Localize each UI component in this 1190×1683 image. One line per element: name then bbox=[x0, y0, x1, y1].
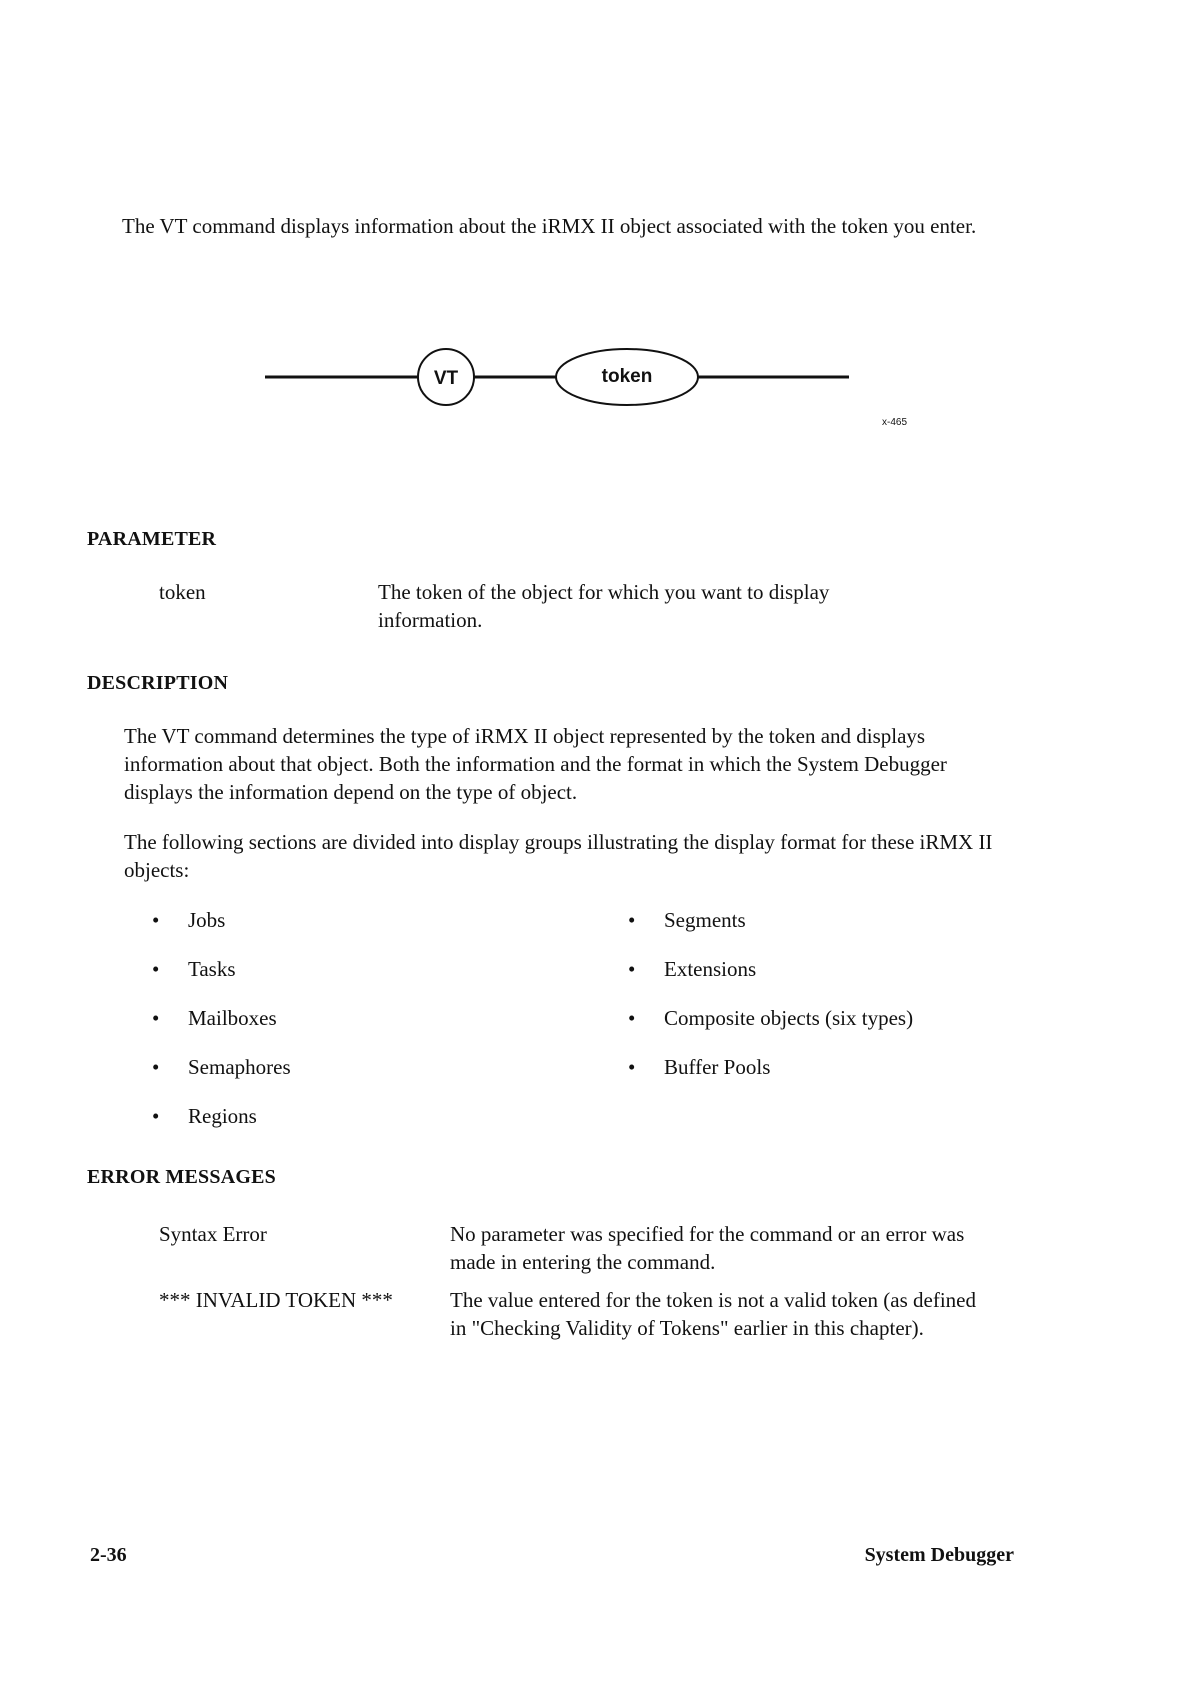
bullet-icon: • bbox=[152, 1055, 160, 1079]
bullet-icon: • bbox=[152, 957, 160, 981]
syntax-diagram-graphic bbox=[0, 330, 1190, 440]
error-meaning-invalid-token: The value entered for the token is not a valid token (as defined in "Checking Validity of Tokens" earlier in this chapter). bbox=[450, 1288, 976, 1340]
error-message-invalid-token: *** INVALID TOKEN *** bbox=[159, 1288, 393, 1312]
description-paragraph-2: The following sections are divided into display groups illustrating the display format for these iRMX II objects: bbox=[124, 830, 993, 882]
error-meaning-syntax: No parameter was specified for the command or an error was made in entering the command. bbox=[450, 1222, 965, 1274]
intro-paragraph: The VT command displays information about the iRMX II object associated with the token you enter. bbox=[122, 214, 977, 238]
description-paragraph-1: The VT command determines the type of iRMX II object represented by the token and displays information about that object. Both the information and the format in which the System Debugger displays the information depend on the type of object. bbox=[124, 724, 947, 804]
bullet-icon: • bbox=[628, 957, 636, 981]
parameter-heading: PARAMETER bbox=[87, 528, 217, 550]
page-number: 2-36 bbox=[90, 1544, 127, 1566]
parameter-description: The token of the object for which you want to display information. bbox=[378, 580, 830, 632]
token-parameter-label: token bbox=[601, 366, 653, 387]
bullet-icon: • bbox=[628, 908, 636, 932]
syntax-diagram bbox=[0, 330, 1190, 440]
description-heading: DESCRIPTION bbox=[87, 672, 229, 694]
bullet-icon: • bbox=[152, 1104, 160, 1128]
bullet-icon: • bbox=[152, 1006, 160, 1030]
vt-keyword-label: VT bbox=[433, 368, 459, 389]
parameter-name: token bbox=[159, 580, 206, 604]
bullet-icon: • bbox=[628, 1055, 636, 1079]
bullet-icon: • bbox=[628, 1006, 636, 1030]
running-footer-section: System Debugger bbox=[864, 1544, 1014, 1566]
error-message-syntax: Syntax Error bbox=[159, 1222, 267, 1246]
figure-id: x-465 bbox=[882, 417, 908, 428]
bullet-icon: • bbox=[152, 908, 160, 932]
error-messages-heading: ERROR MESSAGES bbox=[87, 1166, 276, 1188]
